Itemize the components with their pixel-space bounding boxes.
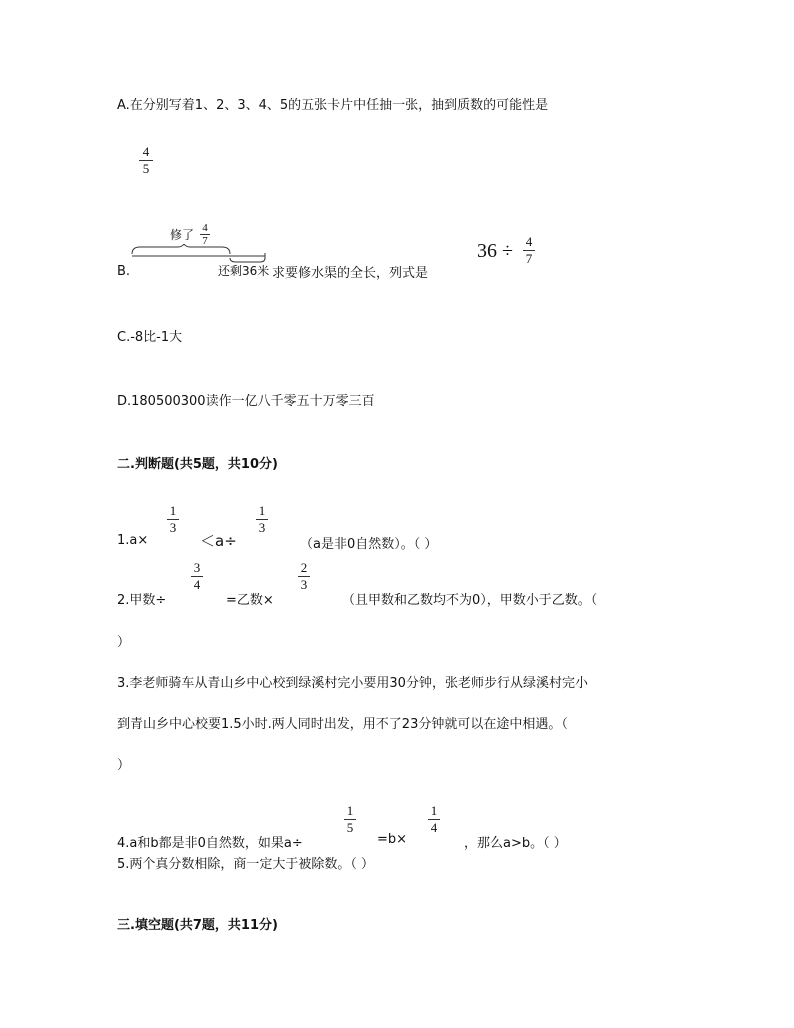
diagram-label: 修了 — [170, 228, 195, 242]
fraction-denominator: 4 — [430, 820, 438, 835]
fraction-numerator: 4 — [142, 144, 150, 159]
option-b-text: 求要修水渠的全长，列式是 — [272, 266, 429, 281]
fraction-numerator: 1 — [258, 503, 266, 518]
option-b-prefix: B. — [117, 264, 131, 279]
q3-line2: 到青山乡中心校要1.5小时.两人同时出发，用不了23分钟就可以在途中相遇。（ — [117, 717, 568, 732]
q1-part2: ＜a÷ — [200, 532, 237, 550]
option-b-expression: 36 ÷ — [477, 240, 513, 262]
fraction-denominator: 4 — [193, 577, 201, 592]
section-2-title: 二.判断题(共5题，共10分) — [117, 457, 278, 472]
q1-part3: （a是非0自然数）。（ ） — [300, 537, 438, 552]
fraction-numerator: 1 — [346, 803, 354, 818]
fraction-numerator: 1 — [169, 503, 177, 518]
option-a-text: A.在分别写着1、2、3、4、5的五张卡片中任抽一张，抽到质数的可能性是 — [117, 98, 549, 113]
q5-text: 5.两个真分数相除，商一定大于被除数。（ ） — [117, 857, 375, 872]
fraction-numerator: 4 — [525, 234, 533, 249]
q2-fraction-1 — [191, 561, 203, 592]
fraction-denominator: 5 — [142, 161, 150, 176]
fraction-denominator: 5 — [346, 820, 354, 835]
q1-fraction-2 — [256, 504, 268, 535]
q4-fraction-2 — [428, 804, 440, 835]
option-c-text: C.-8比-1大 — [117, 330, 183, 345]
fraction-denominator: 3 — [300, 577, 308, 592]
option-b-expression-fraction — [523, 235, 535, 266]
option-d-text: D.180500300读作一亿八千零五十万零三百 — [117, 394, 375, 409]
q4-fraction-1 — [344, 804, 356, 835]
fraction-numerator: 2 — [300, 560, 308, 575]
q3-line3: ） — [117, 758, 131, 773]
q2-part1: 2.甲数÷ — [117, 593, 167, 608]
option-a-fraction — [139, 145, 153, 176]
fraction-denominator: 7 — [525, 251, 533, 266]
diagram-remain-label: 还剩36米 — [218, 264, 270, 278]
q1-part1: 1.a× — [117, 533, 149, 548]
fraction-denominator: 7 — [202, 235, 208, 247]
q2-part2: =乙数× — [226, 593, 274, 608]
section-3-title: 三.填空题(共7题，共11分) — [117, 918, 278, 933]
fraction-denominator: 3 — [258, 520, 266, 535]
q3-line1: 3.李老师骑车从青山乡中心校到绿溪村完小要用30分钟，张老师步行从绿溪村完小 — [117, 676, 588, 691]
segment-brace-diagram — [130, 244, 270, 264]
q2-part3: （且甲数和乙数均不为0），甲数小于乙数。（ — [342, 593, 598, 608]
fraction-denominator: 3 — [169, 520, 177, 535]
diagram-fraction — [200, 223, 210, 246]
fraction-numerator: 4 — [202, 222, 208, 234]
q4-part3: ，那么a>b。（ ） — [464, 836, 567, 851]
q2-line2: ） — [117, 635, 131, 650]
fraction-numerator: 1 — [430, 803, 438, 818]
fraction-numerator: 3 — [193, 560, 201, 575]
q1-fraction-1 — [167, 504, 179, 535]
q4-part1: 4.a和b都是非0自然数，如果a÷ — [117, 836, 303, 851]
q2-fraction-2 — [298, 561, 310, 592]
q4-part2: =b× — [377, 832, 408, 847]
